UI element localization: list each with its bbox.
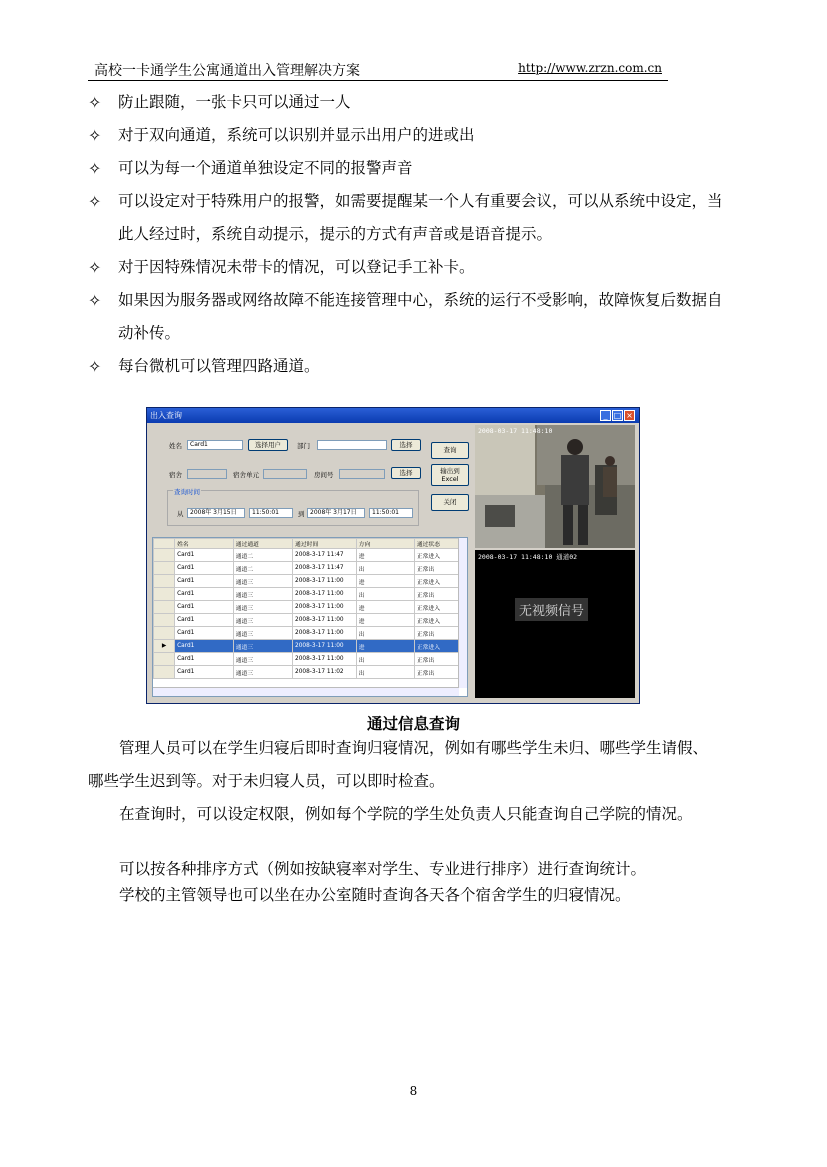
table-cell: 通道二	[233, 549, 292, 562]
export-label-2: Excel	[441, 475, 459, 483]
horizontal-scrollbar[interactable]	[153, 687, 459, 696]
bullet-item	[88, 86, 728, 119]
table-cell: Card1	[175, 666, 234, 679]
bullet-item	[88, 152, 728, 185]
table-row[interactable]	[154, 588, 467, 601]
table-row[interactable]	[154, 575, 467, 588]
figure-caption: 通过信息查询	[366, 715, 460, 733]
camera-1-timestamp: 2008-03-17 11:48:10	[478, 427, 553, 435]
row-indicator	[154, 575, 175, 588]
document-title: 高校一卡通学生公寓通道出入管理解决方案	[94, 63, 360, 79]
paragraph-1: 管理人员可以在学生归寝后即时查询归寝情况，例如有哪些学生未归、哪些学生请假、哪些学生迟到等。对于未归寝人员，可以即时检查。	[88, 739, 709, 790]
table-cell: 正常出	[414, 666, 466, 679]
table-row[interactable]	[154, 653, 467, 666]
table-cell: 通道三	[233, 627, 292, 640]
dept-label: 部门	[297, 442, 310, 450]
dept-field[interactable]	[317, 440, 387, 450]
bullet-diamond-icon: ✧	[88, 126, 102, 145]
column-header[interactable]: 通过通道	[233, 539, 292, 549]
row-indicator-header	[154, 539, 175, 549]
query-window-screenshot	[146, 407, 640, 704]
row-indicator	[154, 627, 175, 640]
bullet-item	[88, 251, 728, 284]
table-cell: 进	[356, 601, 414, 614]
table-row[interactable]	[154, 562, 467, 575]
table-cell: Card1	[175, 562, 234, 575]
window-title: 出入查询	[150, 411, 182, 420]
table-cell: 正常进入	[414, 601, 466, 614]
from-date-picker[interactable]: 2008年 3月15日	[187, 508, 245, 518]
table-cell: 正常进入	[414, 614, 466, 627]
maximize-icon[interactable]: □	[613, 411, 622, 420]
bullet-diamond-icon: ✧	[88, 291, 102, 310]
table-cell: 2008-3-17 11:00	[293, 588, 357, 601]
bullet-text: 可以为每一个通道单独设定不同的报警声音	[118, 159, 413, 177]
camera-2-timestamp: 2008-03-17 11:48:10 通道02	[478, 553, 578, 561]
bullet-diamond-icon: ✧	[88, 93, 102, 112]
table-cell: 正常进入	[414, 549, 466, 562]
table-cell: 进	[356, 614, 414, 627]
bullet-item	[88, 350, 728, 383]
table-cell: Card1	[175, 549, 234, 562]
table-cell: 进	[356, 549, 414, 562]
table-row[interactable]	[154, 666, 467, 679]
table-cell: 通道三	[233, 588, 292, 601]
table-cell: 通道三	[233, 575, 292, 588]
name-label: 姓名	[169, 442, 182, 450]
room-label: 房间号	[314, 471, 334, 479]
paragraph-2: 在查询时，可以设定权限，例如每个学院的学生处负责人只能查询自己学院的情况。	[119, 805, 693, 823]
dorm-label: 宿舍	[169, 471, 182, 479]
row-indicator	[154, 588, 175, 601]
table-cell: 通道二	[233, 562, 292, 575]
table-cell: Card1	[175, 627, 234, 640]
from-time-picker[interactable]: 11:50:01	[249, 508, 293, 518]
row-indicator	[154, 562, 175, 575]
bullet-text: 对于双向通道，系统可以识别并显示出用户的进或出	[118, 126, 475, 144]
table-cell: Card1	[175, 601, 234, 614]
to-time-picker[interactable]: 11:50:01	[369, 508, 413, 518]
camera-scene	[475, 425, 635, 548]
bullet-text: 防止跟随，一张卡只可以通过一人	[118, 93, 351, 111]
bullet-text: 如果因为服务器或网络故障不能连接管理中心，系统的运行不受影响，故障恢复后数据自动补传。	[118, 291, 723, 342]
camera-view-1	[475, 425, 635, 548]
column-header[interactable]: 通过状态	[414, 539, 466, 549]
no-video-signal-text: 无视频信号	[515, 598, 588, 621]
window-titlebar	[147, 408, 639, 423]
to-label: 到	[298, 510, 305, 518]
row-indicator: ▶	[154, 640, 175, 653]
unit-field[interactable]	[263, 469, 307, 479]
bullet-diamond-icon: ✧	[88, 357, 102, 376]
paragraph-3: 可以按各种排序方式（例如按缺寝率对学生、专业进行排序）进行查询统计。	[119, 860, 647, 878]
table-row[interactable]	[154, 640, 467, 653]
row-indicator	[154, 666, 175, 679]
select-user-button[interactable]: 选择用户	[248, 439, 288, 451]
table-cell: 2008-3-17 11:02	[293, 666, 357, 679]
minimize-icon[interactable]: _	[600, 410, 611, 421]
table-cell: 2008-3-17 11:00	[293, 575, 357, 588]
table-cell: 正常进入	[414, 640, 466, 653]
row-indicator	[154, 549, 175, 562]
table-row[interactable]	[154, 549, 467, 562]
column-header[interactable]: 通过时间	[293, 539, 357, 549]
table-cell: Card1	[175, 640, 234, 653]
query-time-label: 查询时间	[174, 488, 200, 496]
bullet-item	[88, 185, 728, 251]
query-button[interactable]: 查询	[431, 442, 469, 459]
table-cell: 2008-3-17 11:00	[293, 601, 357, 614]
table-cell: 正常出	[414, 562, 466, 575]
table-row[interactable]	[154, 627, 467, 640]
grid-header-row	[154, 539, 467, 549]
bullet-diamond-icon: ✧	[88, 192, 102, 211]
unit-label: 宿舍单元	[233, 471, 259, 479]
records-grid	[152, 537, 468, 697]
column-header[interactable]: 方向	[356, 539, 414, 549]
table-cell: 出	[356, 653, 414, 666]
table-cell: 2008-3-17 11:00	[293, 614, 357, 627]
table-cell: 进	[356, 575, 414, 588]
table-cell: 正常出	[414, 588, 466, 601]
table-cell: 通道三	[233, 653, 292, 666]
records-table	[153, 538, 467, 679]
table-cell: Card1	[175, 653, 234, 666]
bullet-diamond-icon: ✧	[88, 159, 102, 178]
close-icon[interactable]: ×	[624, 410, 635, 421]
table-row[interactable]	[154, 601, 467, 614]
table-cell: 正常出	[414, 627, 466, 640]
table-cell: 2008-3-17 11:47	[293, 562, 357, 575]
table-cell: 出	[356, 562, 414, 575]
export-excel-button[interactable]	[431, 464, 469, 486]
table-cell: 通道三	[233, 614, 292, 627]
vertical-scrollbar[interactable]	[458, 538, 467, 688]
column-header[interactable]: 姓名	[175, 539, 234, 549]
to-date-picker[interactable]: 2008年 3月17日	[307, 508, 365, 518]
select-dept-button[interactable]: 选择	[391, 439, 421, 451]
row-indicator	[154, 601, 175, 614]
table-cell: 进	[356, 640, 414, 653]
table-cell: 通道三	[233, 601, 292, 614]
page-number: 8	[409, 1084, 418, 1098]
table-cell: 2008-3-17 11:00	[293, 627, 357, 640]
bullet-item	[88, 284, 728, 350]
table-cell: 出	[356, 627, 414, 640]
table-cell: 2008-3-17 11:00	[293, 653, 357, 666]
table-cell: 正常进入	[414, 575, 466, 588]
bullet-text: 对于因特殊情况未带卡的情况，可以登记手工补卡。	[118, 258, 475, 276]
dorm-field[interactable]	[187, 469, 227, 479]
page-header	[88, 58, 668, 81]
table-cell: 2008-3-17 11:00	[293, 640, 357, 653]
feature-list	[88, 86, 728, 383]
table-cell: 出	[356, 666, 414, 679]
table-cell: 正常出	[414, 653, 466, 666]
table-cell: 通道三	[233, 640, 292, 653]
table-cell: Card1	[175, 588, 234, 601]
row-indicator	[154, 614, 175, 627]
table-cell: 出	[356, 588, 414, 601]
table-cell: Card1	[175, 575, 234, 588]
bullet-text: 可以设定对于特殊用户的报警，如需要提醒某一个人有重要会议，可以从系统中设定，当此人经过时，系统自动提示，提示的方式有声音或是语音提示。	[118, 192, 723, 243]
bullet-text: 每台微机可以管理四路通道。	[118, 357, 320, 375]
paragraph-4: 学校的主管领导也可以坐在办公室随时查询各天各个宿舍学生的归寝情况。	[119, 886, 631, 904]
bullet-diamond-icon: ✧	[88, 258, 102, 277]
table-cell: 通道三	[233, 666, 292, 679]
bullet-item	[88, 119, 728, 152]
export-label-1: 输出到	[440, 467, 460, 475]
website-link[interactable]: http://www.zrzn.com.cn	[518, 61, 662, 75]
table-cell: Card1	[175, 614, 234, 627]
table-cell: 2008-3-17 11:47	[293, 549, 357, 562]
room-field[interactable]	[339, 469, 385, 479]
row-indicator	[154, 653, 175, 666]
table-row[interactable]	[154, 614, 467, 627]
close-button[interactable]: 关闭	[431, 494, 469, 511]
name-field[interactable]: Card1	[187, 440, 243, 450]
camera-view-2	[475, 550, 635, 698]
from-label: 从	[177, 510, 184, 518]
select-room-button[interactable]: 选择	[391, 467, 421, 479]
